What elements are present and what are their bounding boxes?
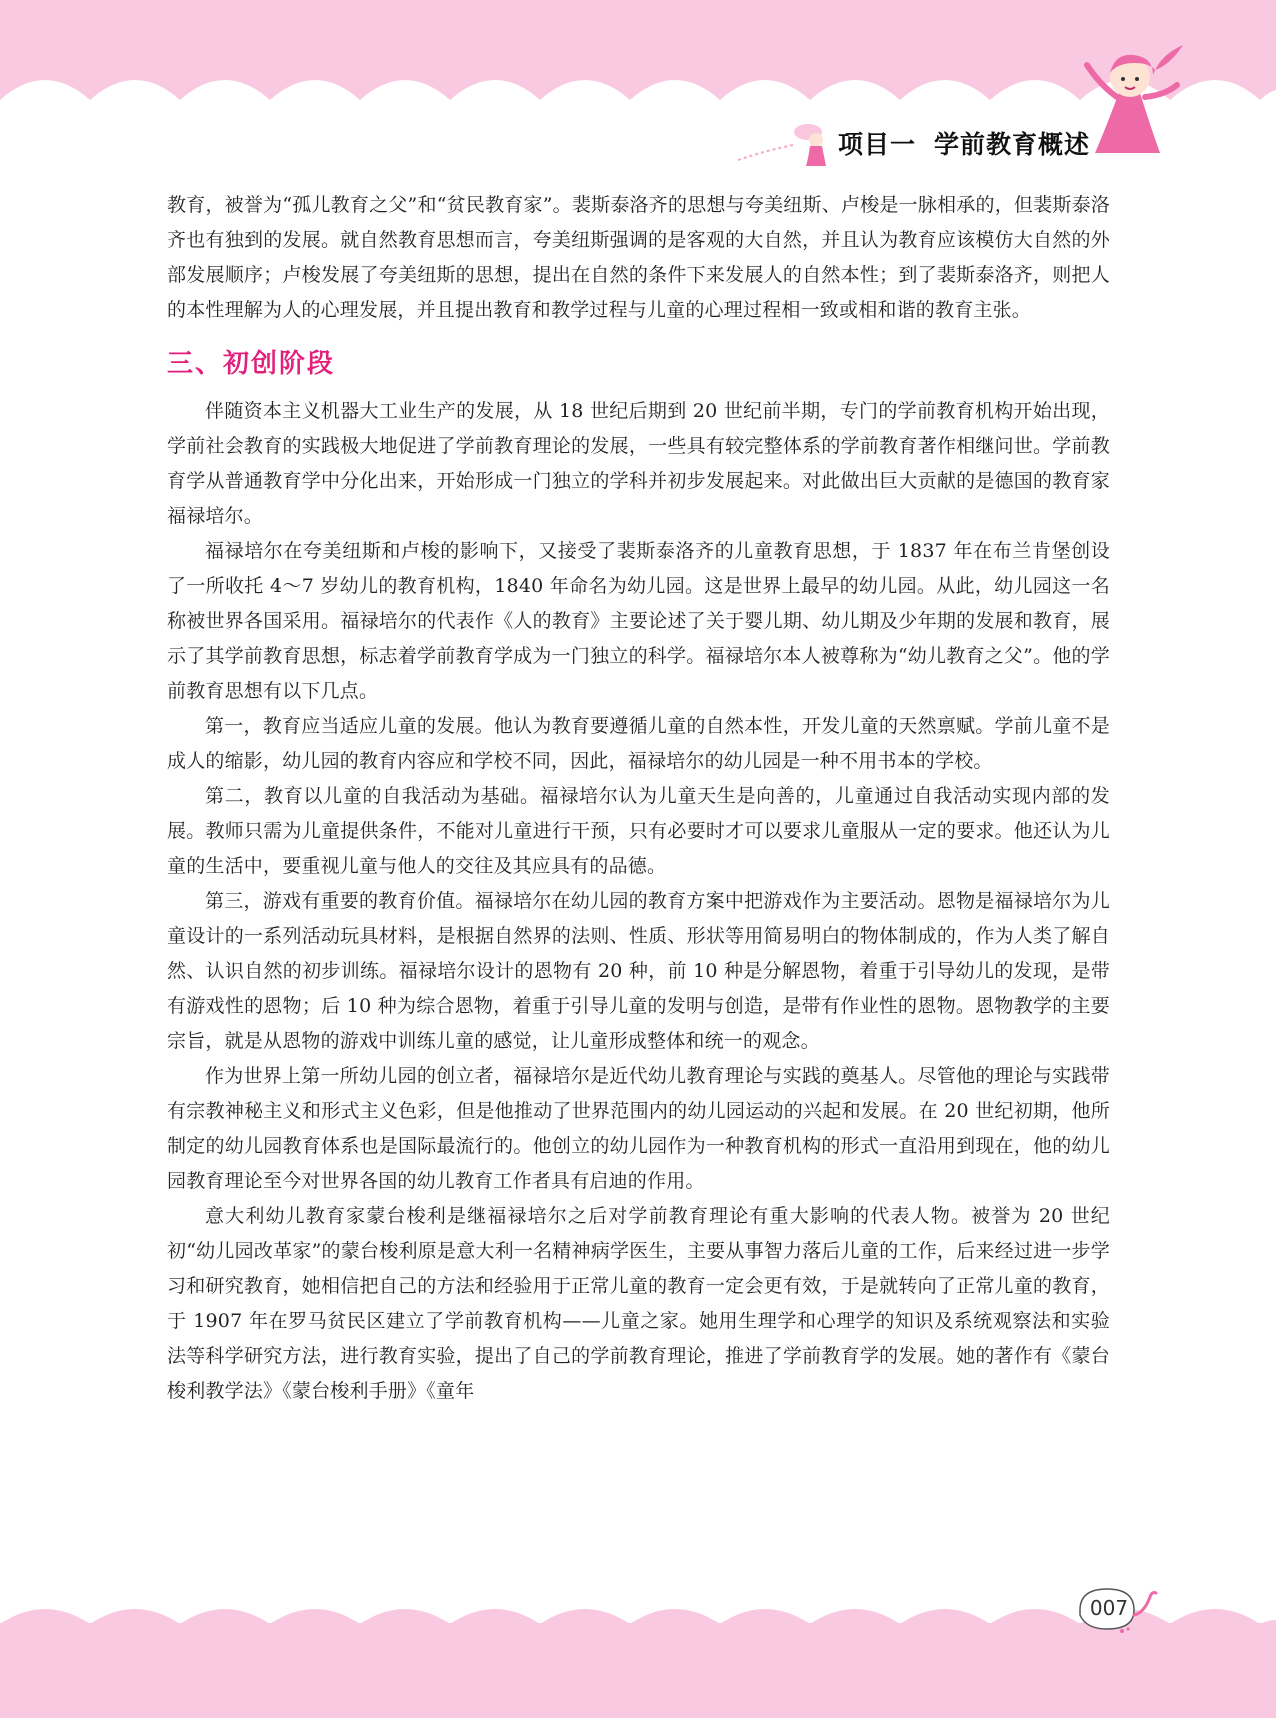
page-content xyxy=(167,188,1110,1409)
paragraph-continuation: 教育，被誉为“孤儿教育之父”和“贫民教育家”。裴斯泰洛齐的思想与夸美纽斯、卢梭是一脉相承的，但裴斯泰洛齐也有独到的发展。就自然教育思想而言，夸美纽斯强调的是客观的大自然，并且认为教育应该模仿大自然的外部发展顺序；卢梭发展了夸美纽斯的思想，提出在自然的条件下来发展人的自然本性；到了裴斯泰洛齐，则把人的本性理解为人的心理发展，并且提出教育和教学过程与儿童的心理过程相一致或相和谐的教育主张。 xyxy=(167,194,1110,321)
paragraph: 第三，游戏有重要的教育价值。福禄培尔在幼儿园的教育方案中把游戏作为主要活动。恩物是福禄培尔为儿童设计的一系列活动玩具材料，是根据自然界的法则、性质、形状等用简易明白的物体制成的，作为人类了解自然、认识自然的初步训练。福禄培尔设计的恩物有 20 种，前 10 种是分解恩物，着重于引导幼儿的发现，是带有游戏性的恩物；后 10 种为综合恩物，着重于引导儿童的发明与创造，是带有作业性的恩物。恩物教学的主要宗旨，就是从恩物的游戏中训练儿童的感觉，让儿童形成整体和统一的观念。 xyxy=(167,890,1110,1052)
header-title: 学前教育概述 xyxy=(933,130,1090,159)
paragraph: 第一，教育应当适应儿童的发展。他认为教育要遵循儿童的自然本性，开发儿童的天然禀赋。学前儿童不是成人的缩影，幼儿园的教育内容应和学校不同，因此，福禄培尔的幼儿园是一种不用书本的学校。 xyxy=(167,715,1110,772)
header-project: 项目一 xyxy=(837,130,916,159)
paragraph: 意大利幼儿教育家蒙台梭利是继福禄培尔之后对学前教育理论有重大影响的代表人物。被誉为 20 世纪初“幼儿园改革家”的蒙台梭利原是意大利一名精神病学医生，主要从事智力落后儿童的工作，后来经过进一步学习和研究教育，她相信把自己的方法和经验用于正常儿童的教育一定会更有效，于是就转向了正常儿童的教育，于 1907 年在罗马贫民区建立了学前教育机构——儿童之家。她用生理学和心理学的知识及系统观察法和实验法等科学研究方法，进行教育实验，提出了自己的学前教育理论，推进了学前教育学的发展。她的著作有《蒙台梭利教学法》《蒙台梭利手册》《童年 xyxy=(167,1205,1110,1402)
paragraph: 福禄培尔在夸美纽斯和卢梭的影响下，又接受了裴斯泰洛齐的儿童教育思想，于 1837 年在布兰肯堡创设了一所收托 4～7 岁幼儿的教育机构，1840 年命名为幼儿园。这是世界上最早的幼儿园。从此，幼儿园这一名称被世界各国采用。福禄培尔的代表作《人的教育》主要论述了关于婴儿期、幼儿期及少年期的发展和教育，展示了其学前教育思想，标志着学前教育学成为一门独立的科学。福禄培尔本人被尊称为“幼儿教育之父”。他的学前教育思想有以下几点。 xyxy=(167,540,1110,702)
section-heading: 三、初创阶段 xyxy=(167,349,336,379)
paragraph: 作为世界上第一所幼儿园的创立者，福禄培尔是近代幼儿教育理论与实践的奠基人。尽管他的理论与实践带有宗教神秘主义和形式主义色彩，但是他推动了世界范围内的幼儿园运动的兴起和发展。在 20 世纪初期，他所制定的幼儿园教育体系也是国际最流行的。他创立的幼儿园作为一种教育机构的形式一直沿用到现在，他的幼儿园教育理论至今对世界各国的幼儿教育工作者具有启迪的作用。 xyxy=(167,1065,1110,1192)
running-header xyxy=(838,125,1090,161)
fairy-icon xyxy=(738,110,838,170)
paragraph: 第二，教育以儿童的自我活动为基础。福禄培尔认为儿童天生是向善的，儿童通过自我活动实现内部的发展。教师只需为儿童提供条件，不能对儿童进行干预，只有必要时才可以要求儿童服从一定的要求。他还认为儿童的生活中，要重视儿童与他人的交往及其应具有的品德。 xyxy=(167,785,1110,877)
paragraph: 伴随资本主义机器大工业生产的发展，从 18 世纪后期到 20 世纪前半期，专门的学前教育机构开始出现，学前社会教育的实践极大地促进了学前教育理论的发展，一些具有较完整体系的学前教育著作相继问世。学前教育学从普通教育学中分化出来，开始形成一门独立的学科并初步发展起来。对此做出巨大贡献的是德国的教育家福禄培尔。 xyxy=(167,400,1110,527)
page-number: 007 xyxy=(1089,1596,1129,1620)
